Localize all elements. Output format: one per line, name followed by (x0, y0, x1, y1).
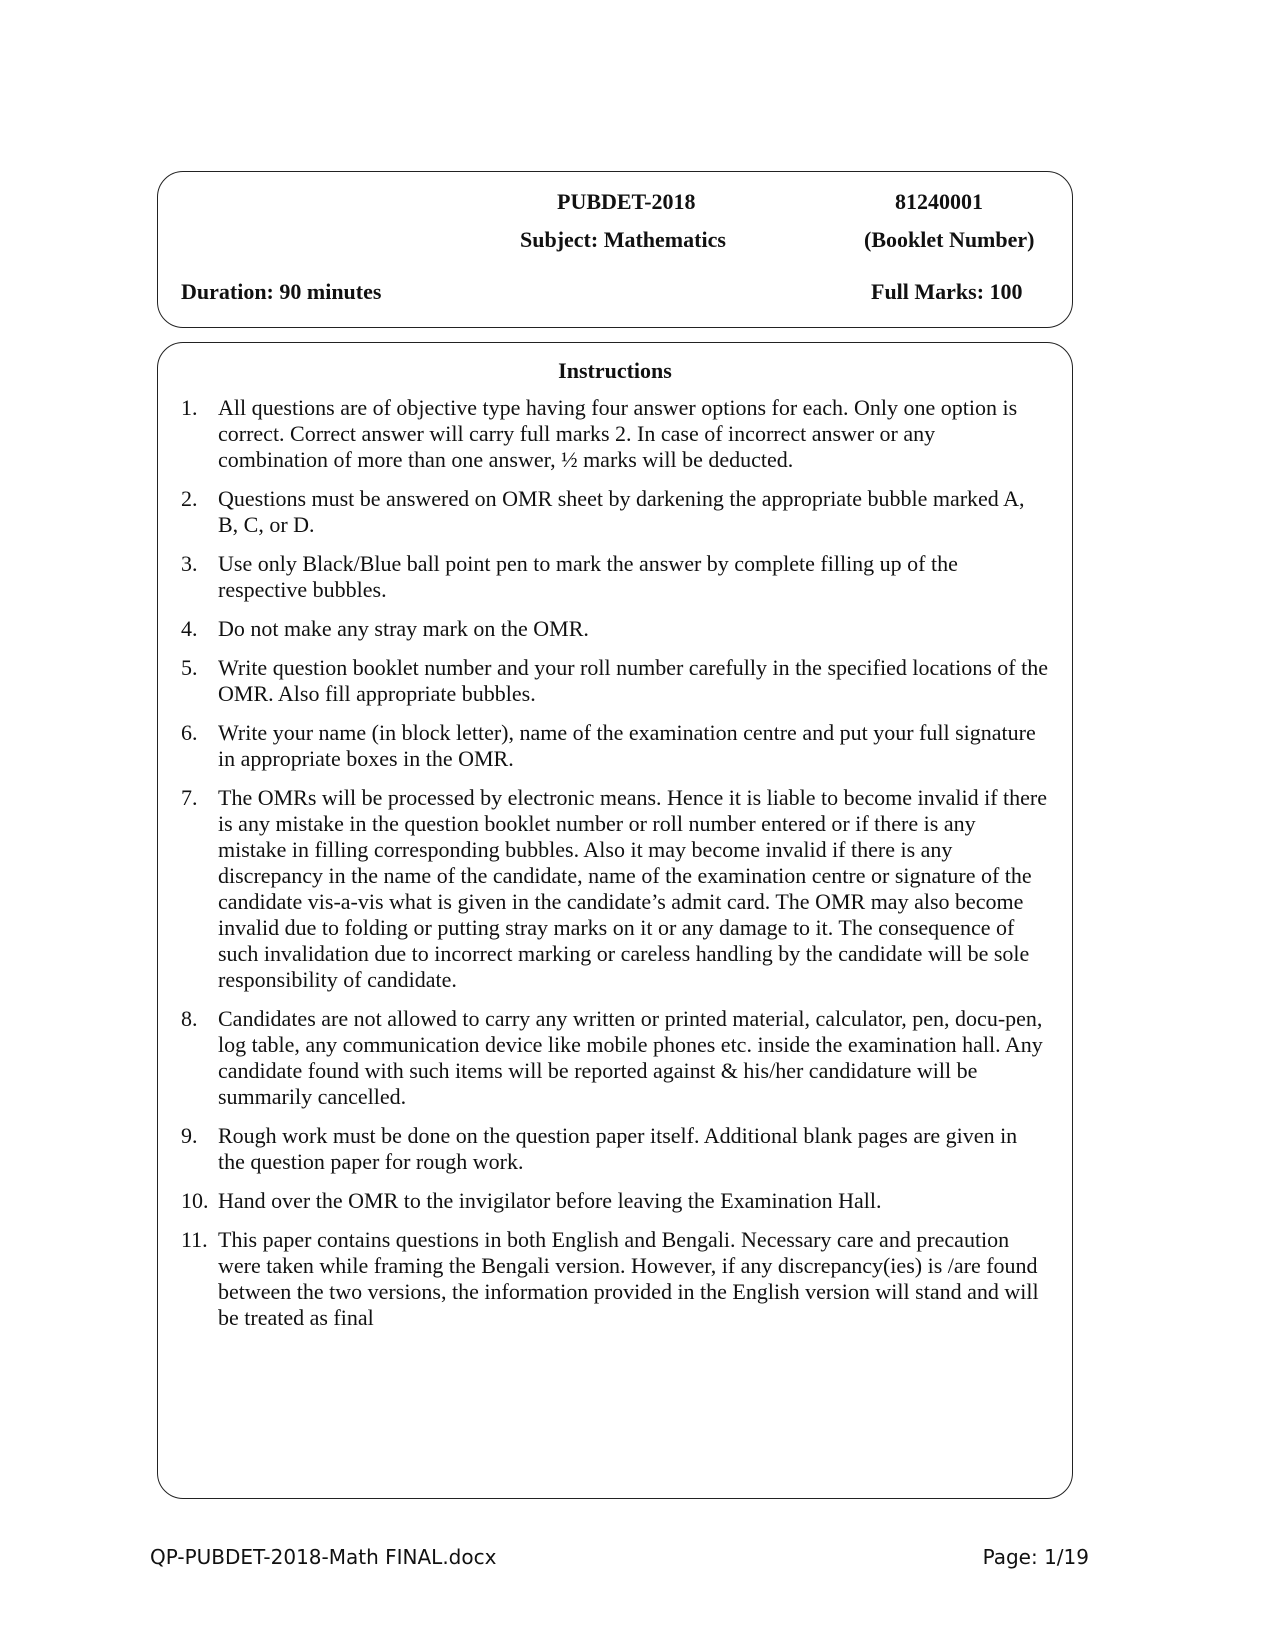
full-marks-label: Full Marks: 100 (871, 279, 1023, 304)
instruction-item (181, 395, 1049, 473)
instructions-box (157, 342, 1073, 1499)
instruction-item (181, 720, 1049, 772)
instructions-title: Instructions (558, 358, 672, 383)
instruction-item (181, 1188, 1049, 1214)
instruction-item (181, 551, 1049, 603)
instruction-text: Write your name (in block letter), name of the examination centre and put your full signature in appropriate boxes in the OMR. (218, 720, 1036, 771)
instruction-number: 5. (181, 655, 198, 680)
instruction-number: 2. (181, 486, 198, 511)
exam-header-box (157, 171, 1073, 328)
instruction-text: All questions are of objective type having four answer options for each. Only one option is correct. Correct answer will carry full marks 2. In case of incorrect answer or any combination of more than one answer, ½ marks will be deducted. (218, 395, 1018, 472)
instruction-item (181, 785, 1049, 993)
instruction-number: 1. (181, 395, 198, 420)
subject-label: Subject: Mathematics (520, 227, 726, 252)
instruction-text: Write question booklet number and your roll number carefully in the specified locations of the OMR. Also fill appropriate bubbles. (218, 655, 1048, 706)
instruction-text: The OMRs will be processed by electronic means. Hence it is liable to become invalid if there is any mistake in the question booklet number or roll number entered or if there is any mistake in filling corresponding bubbles. Also it may become invalid if there is any discrepancy in the name of the candidate, name of the examination centre or signature of the candidate vis-a-vis what is given in the candidate’s admit card. The OMR may also become invalid due to folding or putting stray marks on it or any damage to it. The consequence of such invalidation due to incorrect marking or careless handling by the candidate will be sole responsibility of candidate. (218, 785, 1048, 992)
instruction-number: 3. (181, 551, 198, 576)
instruction-number: 8. (181, 1006, 198, 1031)
instruction-item (181, 1123, 1049, 1175)
footer-page-number: Page: 1/19 (982, 1545, 1089, 1569)
exam-code: PUBDET-2018 (557, 189, 696, 214)
instruction-number: 10. (181, 1188, 209, 1213)
instruction-number: 9. (181, 1123, 198, 1148)
instruction-text: Candidates are not allowed to carry any written or printed material, calculator, pen, docu-pen, log table, any communication device like mobile phones etc. inside the examination hall. Any candidate found with such items will be reported against & his/her candidature will be summarily cancelled. (218, 1006, 1043, 1109)
instruction-text: Hand over the OMR to the invigilator before leaving the Examination Hall. (218, 1188, 882, 1213)
instruction-text: This paper contains questions in both English and Bengali. Necessary care and precaution were taken while framing the Bengali version. However, if any discrepancy(ies) is /are found between the two versions, the information provided in the English version will stand and will be treated as final (218, 1227, 1039, 1330)
instruction-number: 7. (181, 785, 198, 810)
instruction-text: Rough work must be done on the question paper itself. Additional blank pages are given in the question paper for rough work. (218, 1123, 1018, 1174)
instruction-item (181, 1006, 1049, 1110)
instruction-number: 6. (181, 720, 198, 745)
instruction-number: 11. (181, 1227, 208, 1252)
instruction-item (181, 616, 1049, 642)
instructions-list (181, 395, 1049, 1344)
instruction-text: Questions must be answered on OMR sheet by darkening the appropriate bubble marked A, B, C, or D. (218, 486, 1025, 537)
duration-label: Duration: 90 minutes (181, 279, 382, 304)
footer-filename: QP-PUBDET-2018-Math FINAL.docx (150, 1545, 497, 1569)
instruction-item (181, 655, 1049, 707)
instruction-item (181, 1227, 1049, 1331)
instruction-text: Do not make any stray mark on the OMR. (218, 616, 589, 641)
instruction-item (181, 486, 1049, 538)
instruction-number: 4. (181, 616, 198, 641)
booklet-number-label: (Booklet Number) (864, 227, 1035, 252)
instruction-text: Use only Black/Blue ball point pen to mark the answer by complete filling up of the respective bubbles. (218, 551, 958, 602)
booklet-number: 81240001 (895, 189, 983, 214)
